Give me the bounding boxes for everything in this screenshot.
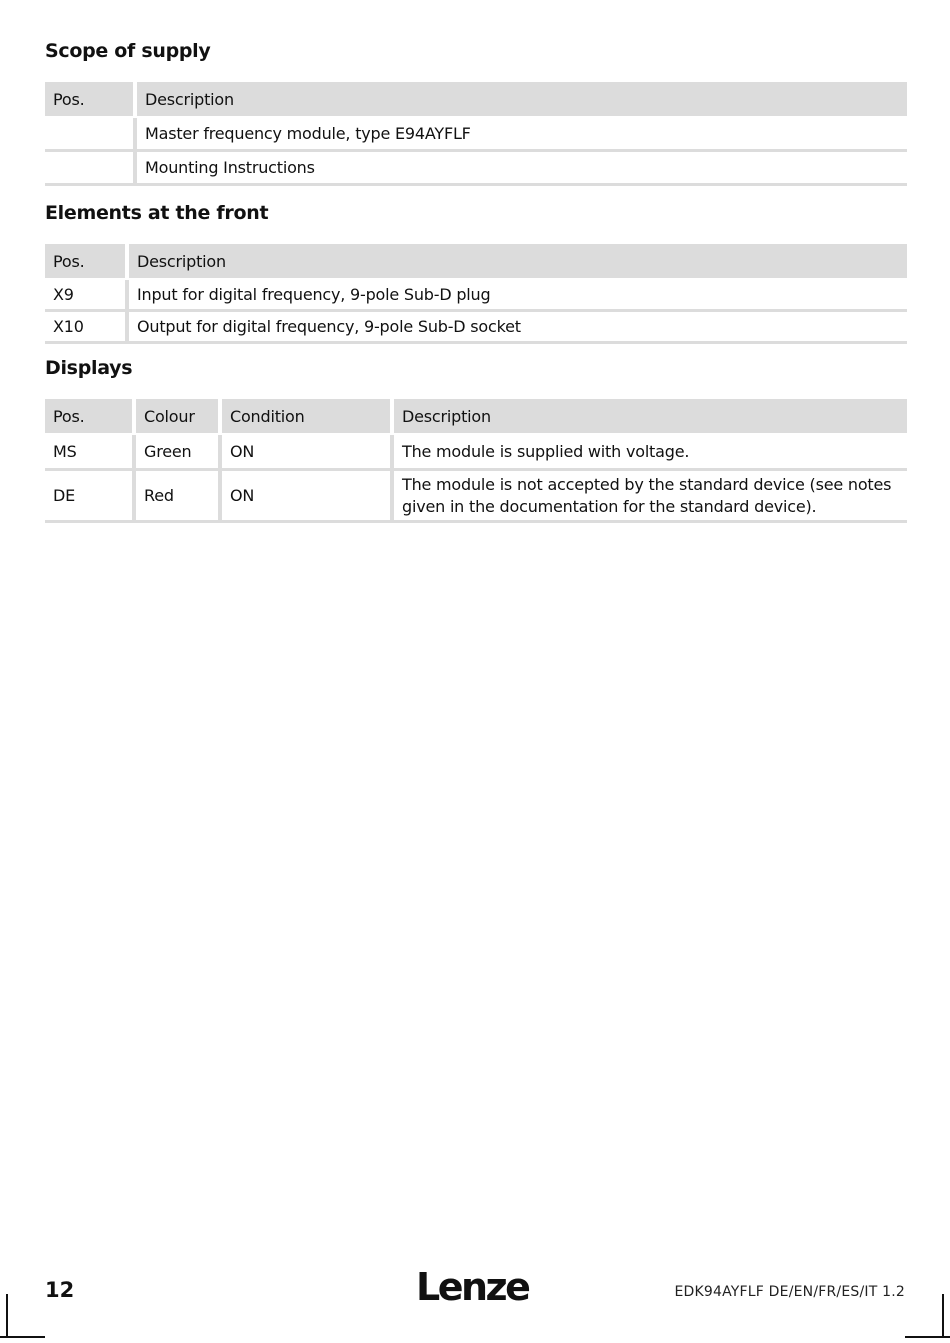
table-row bbox=[45, 118, 907, 152]
lenze-logo: Lenze bbox=[416, 1265, 529, 1309]
section-title-elements-front: Elements at the front bbox=[45, 202, 269, 224]
scope-of-supply-table bbox=[45, 82, 907, 186]
cell-pos: X9 bbox=[45, 280, 125, 312]
cell-description: The module is not accepted by the standard device (see notes given in the documentation for the standard device). bbox=[390, 471, 907, 523]
table-row bbox=[45, 435, 907, 471]
crop-mark-bottom-right-vertical bbox=[942, 1294, 944, 1338]
table-row bbox=[45, 312, 907, 344]
displays-table bbox=[45, 399, 907, 523]
cell-condition: ON bbox=[218, 471, 390, 523]
section-title-scope-of-supply: Scope of supply bbox=[45, 40, 211, 62]
column-header-colour: Colour bbox=[132, 399, 218, 435]
table-row bbox=[45, 152, 907, 186]
column-header-description: Description bbox=[390, 399, 907, 435]
table-header-row bbox=[45, 82, 907, 118]
elements-front-table bbox=[45, 244, 907, 344]
table-row bbox=[45, 280, 907, 312]
section-title-displays: Displays bbox=[45, 357, 133, 379]
page-number: 12 bbox=[45, 1278, 75, 1302]
column-header-condition: Condition bbox=[218, 399, 390, 435]
cell-description: Output for digital frequency, 9-pole Sub-D socket bbox=[125, 312, 907, 344]
cell-description: Mounting Instructions bbox=[133, 152, 907, 186]
document-reference: EDK94AYFLF DE/EN/FR/ES/IT 1.2 bbox=[674, 1284, 905, 1300]
column-header-pos: Pos. bbox=[45, 399, 132, 435]
cell-colour: Green bbox=[132, 435, 218, 471]
cell-pos: X10 bbox=[45, 312, 125, 344]
cell-colour: Red bbox=[132, 471, 218, 523]
cell-description: Master frequency module, type E94AYFLF bbox=[133, 118, 907, 152]
table-header-row bbox=[45, 399, 907, 435]
column-header-pos: Pos. bbox=[45, 82, 133, 118]
cell-description: Input for digital frequency, 9-pole Sub-D plug bbox=[125, 280, 907, 312]
cell-condition: ON bbox=[218, 435, 390, 471]
column-header-description: Description bbox=[133, 82, 907, 118]
table-header-row bbox=[45, 244, 907, 280]
crop-mark-bottom-left-vertical bbox=[6, 1294, 8, 1338]
cell-description: The module is supplied with voltage. bbox=[390, 435, 907, 471]
table-row bbox=[45, 471, 907, 523]
cell-pos bbox=[45, 152, 133, 186]
column-header-pos: Pos. bbox=[45, 244, 125, 280]
cell-pos bbox=[45, 118, 133, 152]
cell-pos: DE bbox=[45, 471, 132, 523]
cell-pos: MS bbox=[45, 435, 132, 471]
column-header-description: Description bbox=[125, 244, 907, 280]
